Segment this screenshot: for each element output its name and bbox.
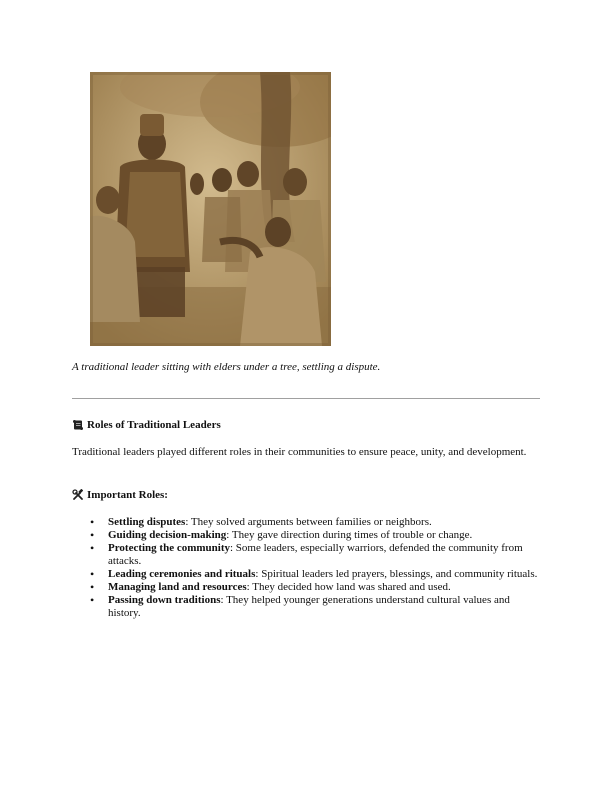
hammer-wrench-icon xyxy=(72,489,84,501)
section-title: Roles of Traditional Leaders xyxy=(87,419,221,431)
list-item xyxy=(72,581,542,594)
list-item xyxy=(72,516,542,529)
role-description: : Some leaders, especially warriors, defended the community from attacks. xyxy=(108,542,523,567)
role-description: : They helped younger generations understand cultural values and history. xyxy=(108,594,510,619)
role-term: Passing down traditions xyxy=(108,594,221,606)
list-item xyxy=(72,594,542,620)
elders-illustration-art xyxy=(90,72,331,346)
role-term: Managing land and resources xyxy=(108,581,247,593)
role-term: Leading ceremonies and rituals xyxy=(108,568,256,580)
role-description: : They gave direction during times of trouble or change. xyxy=(226,529,473,541)
role-description: : Spiritual leaders led prayers, blessings, and community rituals. xyxy=(255,568,538,580)
role-term: Protecting the community xyxy=(108,542,230,554)
list-item xyxy=(72,529,542,542)
section-divider xyxy=(72,398,540,399)
section-heading xyxy=(72,418,221,432)
role-description: : They decided how land was shared and used. xyxy=(246,581,451,593)
elders-illustration xyxy=(90,72,331,346)
role-term: Guiding decision-making xyxy=(108,529,227,541)
list-item xyxy=(72,568,542,581)
figure-caption: A traditional leader sitting with elders under a tree, settling a dispute. xyxy=(72,361,381,373)
section-intro: Traditional leaders played different roles in their communities to ensure peace, unity, and development. xyxy=(72,446,527,458)
role-description: : They solved arguments between families or neighbors. xyxy=(185,516,432,528)
role-term: Settling disputes xyxy=(108,516,186,528)
scroll-icon xyxy=(72,419,84,431)
roles-list xyxy=(72,516,542,620)
list-item xyxy=(72,542,542,568)
roles-title: Important Roles: xyxy=(87,489,168,501)
roles-heading xyxy=(72,488,168,502)
